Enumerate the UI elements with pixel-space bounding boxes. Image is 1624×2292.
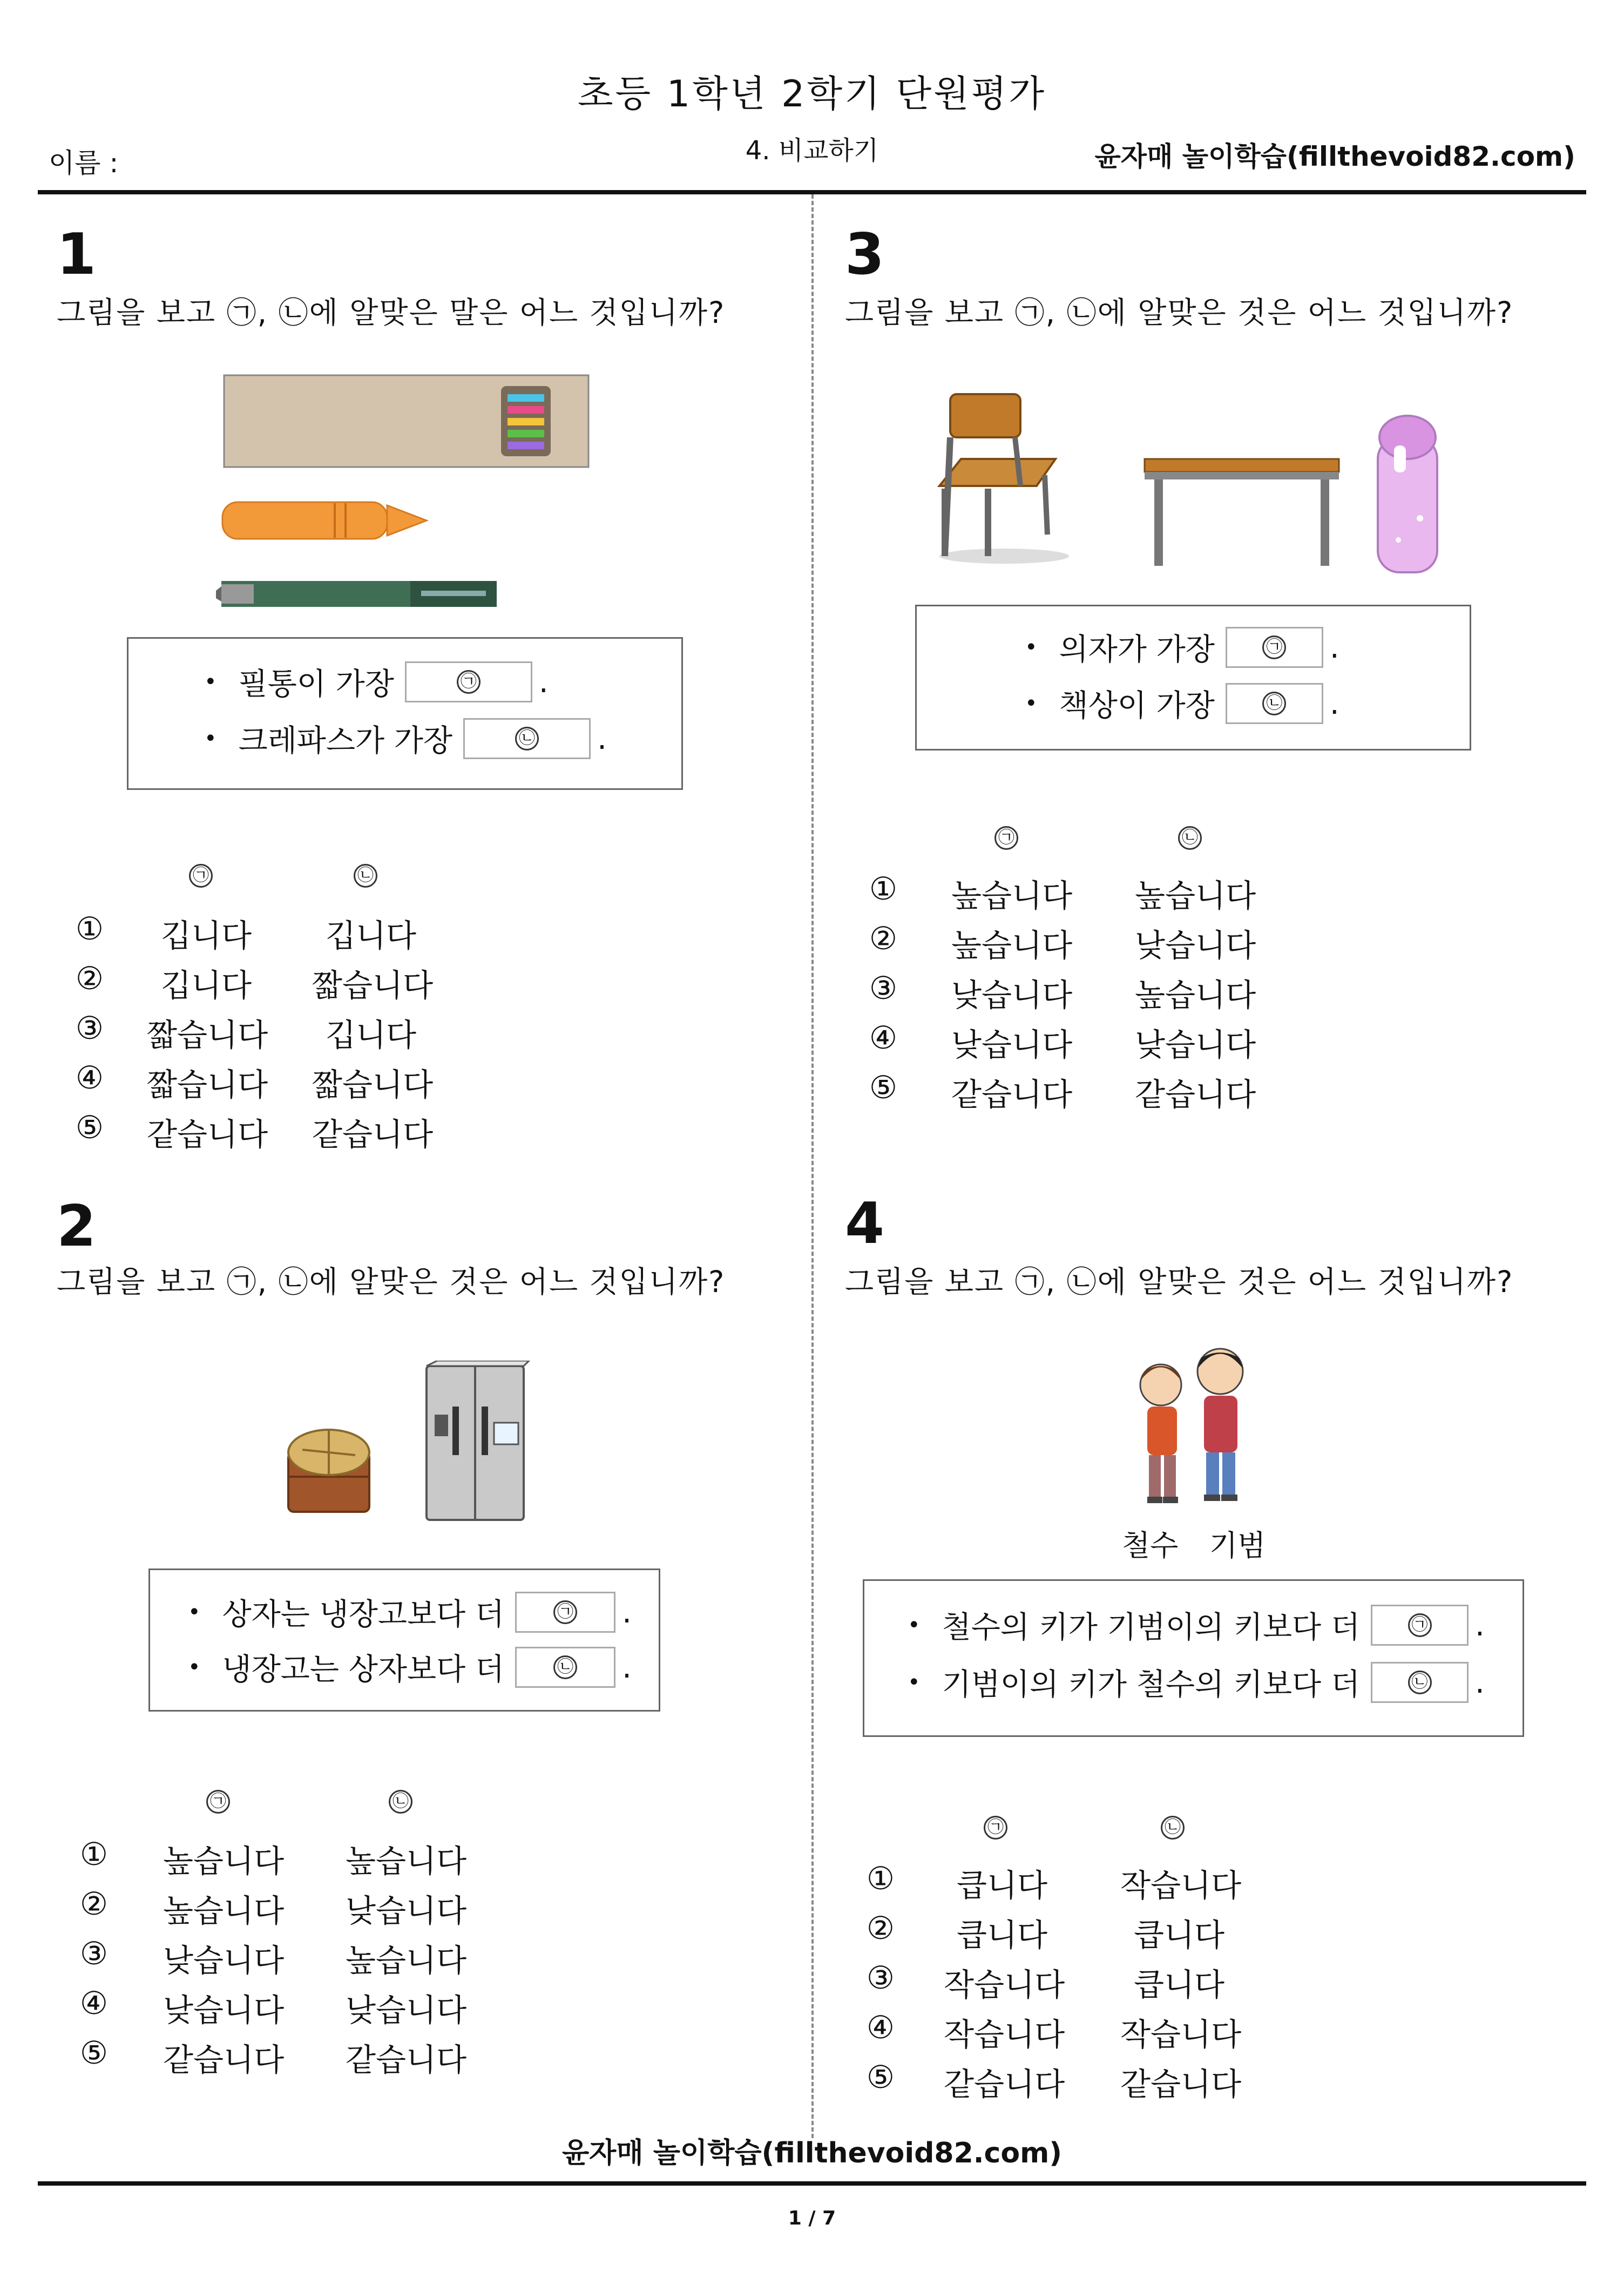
- q1-illustration: [216, 373, 659, 621]
- question-text: 그림을 보고 ㉠, ㉡에 알맞은 말은 어느 것입니까?: [57, 295, 726, 330]
- choice-col-header: ㉡: [389, 1790, 412, 1814]
- person-label-cheolsu: 철수: [1122, 1529, 1179, 1563]
- choice-col-header: ㉠: [984, 1816, 1007, 1840]
- footer-rule: [38, 2181, 1586, 2186]
- fill-blank-box: [127, 637, 683, 790]
- choice-col-header: ㉠: [206, 1790, 230, 1814]
- answer-blank: ㉠: [1371, 1605, 1469, 1646]
- question-number: 4: [845, 1191, 885, 1256]
- fill-blank-line: • 철수의 키가 기범이의 키보다 더 ㉠ .: [908, 1604, 1485, 1647]
- pen-icon: [216, 581, 497, 607]
- answer-blank: ㉠: [515, 1592, 615, 1633]
- fill-blank-box: [148, 1568, 660, 1712]
- answer-blank: ㉡: [463, 718, 591, 759]
- brand-header: 윤자매 놀이학습(fillthevoid82.com): [1094, 141, 1575, 172]
- person-label-gibeom: 기범: [1209, 1529, 1266, 1563]
- refrigerator-icon: [427, 1361, 529, 1520]
- question-text: 그림을 보고 ㉠, ㉡에 알맞은 것은 어느 것입니까?: [57, 1265, 726, 1299]
- boy-cheolsu-icon: [1140, 1364, 1181, 1503]
- answer-blank: ㉡: [1226, 683, 1323, 724]
- brand-footer: 윤자매 놀이학습(fillthevoid82.com): [561, 2137, 1063, 2169]
- question-number: 1: [57, 221, 97, 287]
- fill-blank-line: • 기범이의 키가 철수의 키보다 더 ㉡ .: [908, 1661, 1485, 1704]
- bottle-icon: [1378, 416, 1437, 572]
- page-number: 1 / 7: [788, 2207, 836, 2229]
- header-rule: [38, 190, 1586, 194]
- fill-blank-box: [863, 1579, 1524, 1737]
- box-icon: [288, 1430, 369, 1512]
- name-label: 이름 :: [49, 147, 119, 179]
- page-title: 초등 1학년 2학기 단원평가: [577, 73, 1047, 116]
- fill-blank-line: • 책상이 가장 ㉡ .: [1025, 682, 1339, 725]
- chair-icon: [939, 394, 1069, 564]
- question-text: 그림을 보고 ㉠, ㉡에 알맞은 것은 어느 것입니까?: [845, 295, 1514, 330]
- answer-blank: ㉡: [515, 1647, 615, 1688]
- fill-blank-box: [915, 605, 1471, 751]
- answer-blank: ㉠: [1226, 627, 1323, 668]
- answer-blank: ㉡: [1371, 1662, 1469, 1703]
- question-text: 그림을 보고 ㉠, ㉡에 알맞은 것은 어느 것입니까?: [845, 1265, 1514, 1299]
- q2-illustration: [281, 1361, 534, 1523]
- question-number: 2: [57, 1193, 97, 1259]
- boy-gibeom-icon: [1197, 1349, 1243, 1501]
- fill-blank-line: • 의자가 가장 ㉠ .: [1025, 626, 1339, 669]
- pencil-case-icon: [224, 375, 588, 467]
- unit-subtitle: 4. 비교하기: [745, 136, 879, 166]
- q4-illustration: [1123, 1339, 1269, 1512]
- fill-blank-line: • 상자는 냉장고보다 더 ㉠ .: [188, 1591, 632, 1634]
- choice-col-header: ㉠: [994, 826, 1018, 850]
- choice-col-header: ㉡: [354, 864, 377, 888]
- choice-col-header: ㉡: [1178, 826, 1202, 850]
- column-divider: [811, 194, 814, 2138]
- crayon-icon: [222, 502, 427, 539]
- answer-blank: ㉠: [405, 661, 532, 702]
- choice-col-header: ㉡: [1161, 1816, 1185, 1840]
- q3-illustration: [929, 378, 1479, 578]
- fill-blank-line: • 냉장고는 상자보다 더 ㉡ .: [188, 1646, 632, 1689]
- fill-blank-line: • 크레파스가 가장 ㉡ .: [204, 717, 607, 760]
- desk-icon: [1145, 459, 1339, 566]
- choice-col-header: ㉠: [189, 864, 213, 888]
- fill-blank-line: • 필통이 가장 ㉠ .: [204, 660, 549, 704]
- question-number: 3: [845, 221, 885, 287]
